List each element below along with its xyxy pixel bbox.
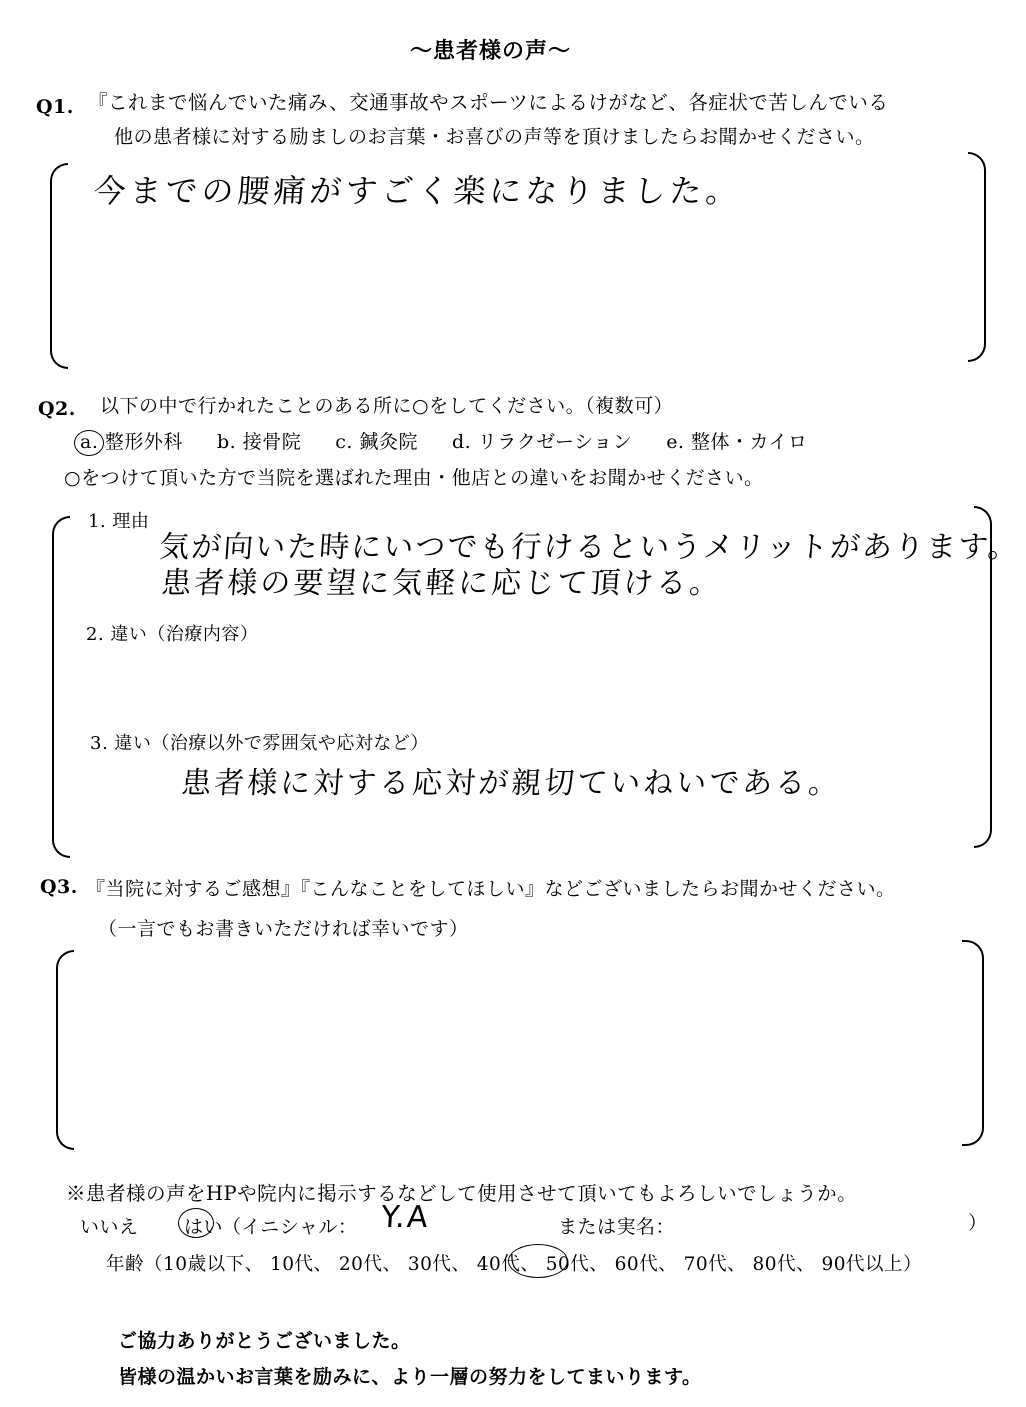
age-option-under10: 10歳以下、 — [163, 1254, 264, 1275]
consent-close-paren: ） — [968, 1212, 988, 1234]
option-a-selected-circle — [74, 430, 104, 456]
option-e — [666, 427, 807, 454]
age-option-20s: 20代、 — [338, 1254, 402, 1275]
age-option-60s: 60代、 — [614, 1254, 678, 1275]
closing-line1: ご協力ありがとうございました。 — [118, 1330, 411, 1352]
age-option-80s: 80代、 — [752, 1254, 816, 1275]
q3-note: （一言でもお書きいただければ幸いです） — [98, 918, 469, 940]
age-label: 年齢 — [106, 1254, 145, 1275]
consent-initial-handwritten: Y.A — [380, 1200, 431, 1235]
q3-answer-bracket-left — [56, 950, 74, 1150]
option-b-text: 接骨院 — [242, 431, 302, 453]
consent-initial-label: （イニシャル： — [222, 1216, 358, 1238]
q2-options — [80, 427, 807, 454]
consent-question: ※患者様の声をHPや院内に掲示するなどして使用させて頂いてもよろしいでしょうか。 — [66, 1182, 858, 1205]
q1-label: Q1. — [36, 96, 74, 118]
q2-followup: ○をつけて頂いた方で当院を選ばれた理由・他店との違いをお聞かせください。 — [64, 467, 764, 489]
age-option-70s: 70代、 — [683, 1254, 747, 1275]
option-a-key: a. — [80, 431, 99, 453]
q1-answer-bracket-right — [968, 152, 986, 362]
q1-question-line2: 他の患者様に対する励ましのお言葉・お喜びの声等を頂けましたらお聞かせください。 — [114, 126, 875, 148]
q2-item2-label: 2. 違い（治療内容） — [86, 624, 259, 645]
consent-realname-label: または実名： — [558, 1216, 676, 1238]
page-title: 〜患者様の声〜 — [410, 38, 572, 64]
q3-label: Q3. — [40, 876, 78, 898]
option-b — [217, 427, 301, 454]
consent-no: いいえ — [80, 1216, 139, 1238]
option-c-key: c. — [335, 431, 353, 453]
option-d — [452, 427, 632, 454]
age-open-paren: （ — [144, 1254, 164, 1275]
consent-yes: はい — [184, 1216, 224, 1238]
age-40s-selected-circle — [508, 1244, 568, 1278]
q2-item1-handwritten-line1: 気が向いた時にいつでも行けるというメリットがあります。 — [158, 530, 1021, 565]
q1-question-line1: 『これまで悩んでいた痛み、交通事故やスポーツによるけがなど、各症状で苦しんでいる — [88, 91, 889, 114]
consent-yes-selected-circle — [178, 1208, 214, 1238]
q1-handwritten-answer: 今までの腰痛がすごく楽になりました。 — [92, 172, 743, 210]
option-c — [335, 427, 418, 454]
q2-item3-handwritten: 患者様に対する応対が親切ていねいである。 — [180, 766, 843, 801]
age-option-50s: 50代、 — [545, 1254, 609, 1275]
option-c-text: 鍼灸院 — [359, 431, 418, 453]
q2-item1-label: 1. 理由 — [88, 511, 150, 532]
q2-question: 以下の中で行かれたことのある所に○をしてください。（複数可） — [100, 395, 674, 417]
q3-question: 『当院に対するご感想』『こんなことをしてほしい』などございましたらお聞かせください。 — [86, 878, 896, 900]
age-option-10s: 10代、 — [269, 1254, 333, 1275]
q2-item1-handwritten-line2: 患者様の要望に気軽に応じて頂ける。 — [160, 566, 724, 601]
q1-answer-bracket-left — [50, 163, 68, 369]
age-option-90s-plus: 90代以上） — [821, 1254, 923, 1275]
age-option-30s: 30代、 — [407, 1254, 471, 1275]
option-e-text: 整体・カイロ — [691, 431, 808, 453]
option-e-key: e. — [666, 431, 685, 453]
option-d-text: リラクゼーション — [477, 431, 633, 453]
closing-line2: 皆様の温かいお言葉を励みに、より一層の努力をしてまいります。 — [118, 1366, 702, 1388]
option-b-key: b. — [216, 431, 237, 453]
q3-answer-bracket-right — [962, 940, 984, 1146]
age-option-40s: 40代、 — [476, 1254, 540, 1275]
option-a-text: 整形外科 — [104, 431, 183, 453]
q2-item3-label: 3. 違い（治療以外で雰囲気や応対など） — [90, 733, 429, 754]
q2-label: Q2. — [38, 398, 76, 420]
option-d-key: d. — [451, 431, 472, 453]
q2-answer-bracket-left — [52, 516, 70, 858]
